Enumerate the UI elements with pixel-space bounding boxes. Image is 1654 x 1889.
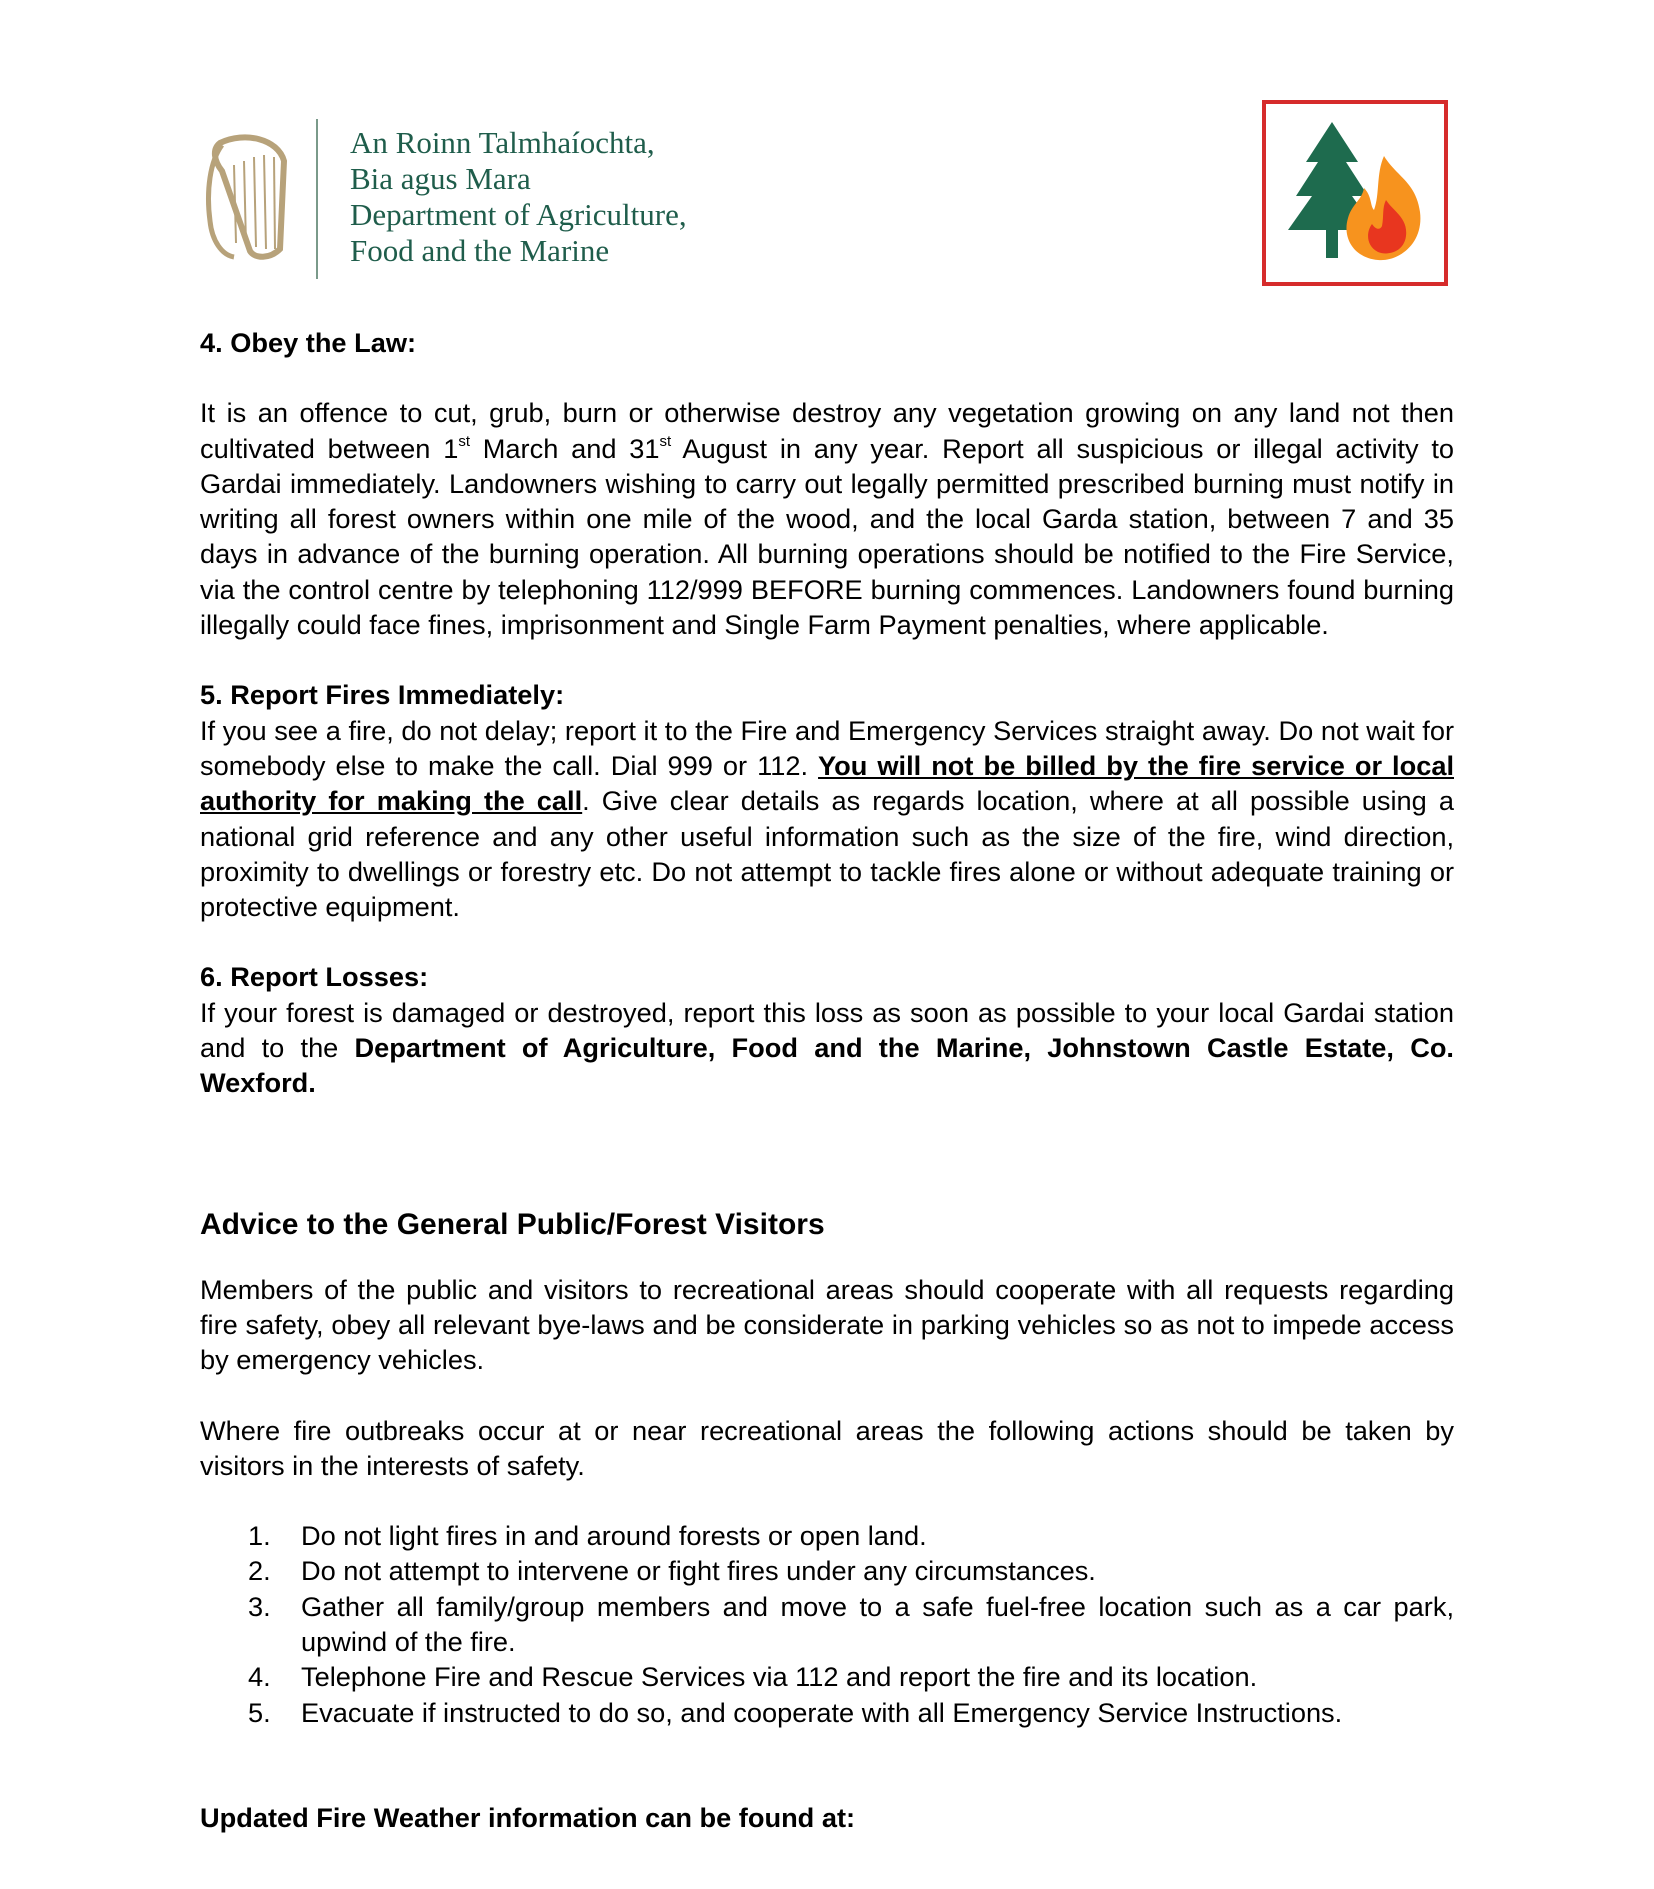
report-fires-paragraph: If you see a fire, do not delay; report it to the Fire and Emergency Services straight away. Do not wait for somebody else to make the call. Dial 999 or 112. You will not be billed by the fire service or local authority for making the call. Give clear details as regards location, where at all possible using a national grid reference and any other useful information such as the size of the fire, wind direction, proximity to dwellings or forestry etc. Do not attempt to tackle fires alone or without adequate training or protective equipment. [200,714,1454,923]
header-divider [316,119,318,279]
tree-fire-icon [1266,104,1444,282]
advice-paragraph-2: Where fire outbreaks occur at or near recreational areas the following actions should be taken by visitors in the interests of safety. [200,1414,1454,1481]
document-body [200,325,1454,1835]
list-item: 5. Evacuate if instructed to do so, and cooperate with all Emergency Service Instructions. [248,1696,1343,1728]
department-address: Department of Agriculture, Food and the Marine, Johnstown Castle Estate, Co. Wexford. [200,1032,1454,1099]
list-item: 4. Telephone Fire and Rescue Services via 112 and report the fire and its location. [248,1661,1258,1693]
obey-law-paragraph: It is an offence to cut, grub, burn or otherwise destroy any vegetation growing on any land not then cultivated between 1st March and 31st August in any year. Report all suspicious or illegal activity to Gardai immediately. Landowners wishing to carry out legally permitted prescribed burning must notify in writing all forest owners within one mile of the wood, and the local Garda station, between 7 and 35 days in advance of the burning operation. All burning operations should be notified to the Fire Service, via the control centre by telephoning 112/999 BEFORE burning commences. Landowners found burning illegally could face fines, imprisonment and Single Farm Payment penalties, where applicable. [200,397,1454,641]
dept-line-1: An Roinn Talmhaíochta, [350,125,655,160]
advice-paragraph-1: Members of the public and visitors to recreational areas should cooperate with all requests regarding fire safety, obey all relevant bye-laws and be considerate in parking vehicles so as not to impede access by emergency vehicles. [200,1273,1454,1376]
list-item: 1. Do not light fires in and around forests or open land. [248,1520,927,1552]
dept-line-3: Department of Agriculture, [350,197,687,232]
not-billed-emphasis: You will not be billed by the fire service or local authority for making the call [200,749,1454,817]
dept-line-4: Food and the Marine [350,233,610,268]
department-name [350,125,687,269]
safety-steps-list [200,1518,1454,1730]
harp-icon [200,131,288,261]
list-item: 3. Gather all family/group members and move to a safe fuel-free location such as a car park, upwind of the fire. [248,1590,1454,1658]
dept-line-2: Bia agus Mara [350,161,531,196]
list-item: 2. Do not attempt to intervene or fight fires under any circumstances. [248,1555,1096,1587]
heading-updated-fire-weather: Updated Fire Weather information can be found at: [200,1801,856,1833]
forest-fire-logo [1262,100,1448,286]
heading-report-fires: 5. Report Fires Immediately: [200,679,565,711]
page-header [200,95,1454,295]
advice-section-title: Advice to the General Public/Forest Visitors [200,1207,825,1241]
heading-obey-law: 4. Obey the Law: [200,327,417,358]
heading-report-losses: 6. Report Losses: [200,961,429,993]
report-losses-paragraph: If your forest is damaged or destroyed, report this loss as soon as possible to your local Gardai station and to the Department of Agriculture, Food and the Marine, Johnstown Castle Estate, Co. Wexford. [200,996,1454,1099]
